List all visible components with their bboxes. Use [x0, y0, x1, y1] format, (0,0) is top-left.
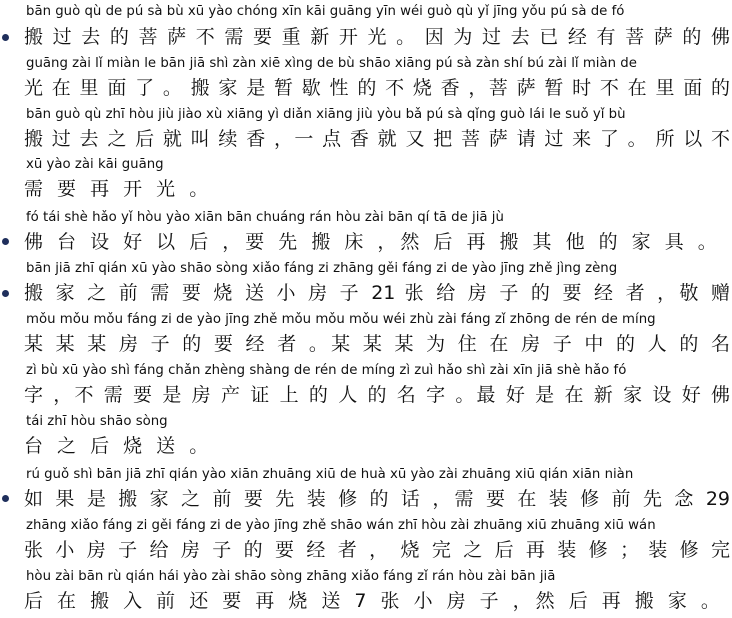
hanzi-line: 搬 过 去 的 菩 萨 不 需 要 重 新 开 光 。 因 为 过 去 已 经 有 菩 萨 的 佛 [24, 26, 730, 48]
hanzi-line: 搬 过 去 之 后 就 叫 续 香 ，一 点 香 就 又 把 菩 萨 请 过 来 了 。 所 以 不 [24, 128, 730, 150]
hanzi-line: 后 在 搬 入 前 还 要 再 烧 送 7 张 小 房 子 ，然 后 再 搬 家 。 [24, 590, 724, 612]
bullet-icon [2, 238, 9, 245]
pinyin-line: fó tái shè hǎo yǐ hòu yào xiān bān chuáng rán hòu zài bān qí tā de jiā jù [26, 210, 504, 225]
bullet-icon [2, 290, 9, 297]
hanzi-line: 张 小 房 子 给 房 子 的 要 经 者 ， 烧 完 之 后 再 装 修 ； 装 修 完 [24, 539, 730, 561]
pinyin-line: xū yào zài kāi guāng [26, 157, 164, 172]
pinyin-line: zì bù xū yào shì fáng chǎn zhèng shàng de rén de míng zì zuì hǎo shì zài xīn jiā shè hǎo fó [26, 363, 627, 378]
hanzi-line: 如 果 是 搬 家 之 前 要 先 装 修 的 话 ，需 要 在 装 修 前 先 念 29 [24, 488, 730, 510]
pinyin-line: tái zhī hòu shāo sòng [26, 414, 168, 429]
bullet-icon [2, 34, 9, 41]
pinyin-line: zhāng xiǎo fáng zi gěi fáng zi de yào jīng zhě shāo wán zhī hòu zài zhuāng xiū zhuāng xiū wán [26, 518, 656, 533]
pinyin-line: bān guò qù de pú sà bù xū yào chóng xīn kāi guāng yīn wéi guò qù yǐ jīng yǒu pú sà de fó [26, 4, 625, 19]
hanzi-line: 某 某 某 房 子 的 要 经 者 。某 某 某 为 住 在 房 子 中 的 人 的 名 [24, 333, 730, 355]
pinyin-line: mǒu mǒu mǒu fáng zi de yào jīng zhě mǒu mǒu mǒu wéi zhù zài fáng zǐ zhōng de rén de míng [26, 312, 656, 327]
pinyin-line: bān guò qù zhī hòu jiù jiào xù xiāng yì diǎn xiāng jiù yòu bǎ pú sà qǐng guò lái le suǒ yǐ bù [26, 107, 626, 122]
hanzi-line: 台 之 后 烧 送 。 [24, 435, 213, 457]
hanzi-line: 光 在 里 面 了 。 搬 家 是 暂 歇 性 的 不 烧 香 ，菩 萨 暂 时 不 在 里 面 的 [24, 77, 730, 99]
hanzi-line: 佛 台 设 好 以 后 ，要 先 搬 床 ，然 后 再 搬 其 他 的 家 具 。 [24, 231, 721, 253]
hanzi-line: 需 要 再 开 光 。 [24, 178, 213, 200]
pinyin-line: rú guǒ shì bān jiā zhī qián yào xiān zhuāng xiū de huà xū yào zài zhuāng xiū qián xiān niàn [26, 467, 634, 482]
bullet-icon [2, 495, 9, 502]
hanzi-line: 搬 家 之 前 需 要 烧 送 小 房 子 21 张 给 房 子 的 要 经 者 ，敬 赠 [24, 282, 730, 304]
pinyin-line: bān jiā zhī qián xū yào shāo sòng xiǎo fáng zi zhāng gěi fáng zi de yào jīng zhě jìng zèng [26, 261, 618, 276]
pinyin-line: guāng zài lǐ miàn le bān jiā shì zàn xiē xìng de bù shāo xiāng pú sà zàn shí bú zài lǐ miàn de [26, 56, 637, 71]
hanzi-line: 字 ，不 需 要 是 房 产 证 上 的 人 的 名 字 。最 好 是 在 新 家 设 好 佛 [24, 384, 730, 406]
pinyin-line: hòu zài bān rù qián hái yào zài shāo sòng zhāng xiǎo fáng zǐ rán hòu zài bān jiā [26, 569, 556, 584]
